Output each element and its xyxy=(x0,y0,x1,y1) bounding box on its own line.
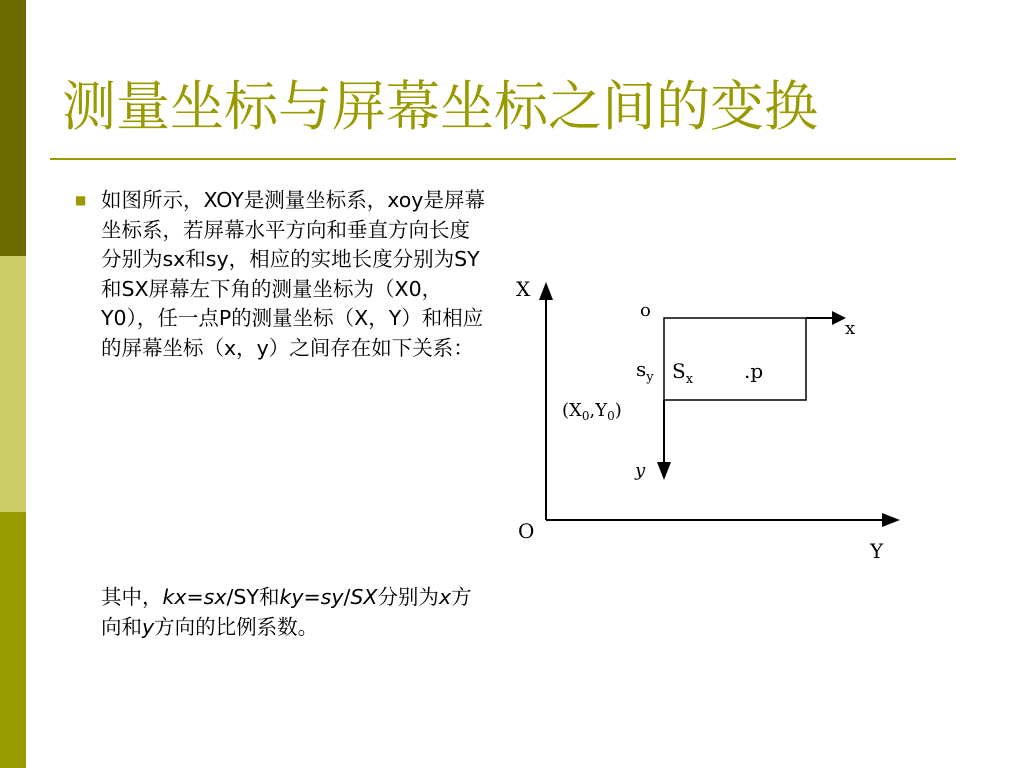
X-axis-arrow-icon xyxy=(539,282,553,300)
p2-slash: / xyxy=(343,585,351,609)
label-Y: Y xyxy=(870,539,884,563)
p2-y: y xyxy=(142,614,155,639)
p2-respectively: 分别为 xyxy=(377,585,439,609)
title-divider xyxy=(50,158,956,160)
paragraph-1-text: 如图所示，XOY是测量坐标系，xoy是屏幕坐标系，若屏幕水平方向和垂直方向长度分别为sx和sy，相应的实地长度分别为SY和SX屏幕左下角的测量坐标为（X0，Y0），任一点P的测量坐标（X，Y）和相应的屏幕坐标（x，y）之间存在如下关系： xyxy=(101,188,485,360)
p2-x: x xyxy=(438,585,452,609)
p2-SX: SX xyxy=(350,585,378,609)
label-O: O xyxy=(518,519,535,543)
p2-kx: kx=sx xyxy=(162,585,227,609)
p2-direction-and: 方向和 xyxy=(101,585,472,639)
paragraph-2 xyxy=(101,583,486,642)
p2-ky: ky=sy xyxy=(279,585,344,609)
x-axis-arrow-icon xyxy=(832,311,846,325)
text-block xyxy=(75,186,485,364)
bullet-square-icon: ■ xyxy=(75,193,87,207)
label-S-x: $S_x$ xyxy=(672,359,694,387)
label-y: y xyxy=(635,460,646,481)
slide-title: 测量坐标与屏幕坐标之间的变换 xyxy=(62,75,818,138)
coordinate-diagram xyxy=(500,268,910,578)
label-corner-coordinates: $(X_0,Y_0)$ xyxy=(562,400,622,423)
label-x: x xyxy=(845,318,856,339)
label-X: X xyxy=(516,277,531,301)
decor-bar-top xyxy=(0,0,26,256)
y-axis-arrow-icon xyxy=(657,462,671,480)
decor-bar-middle xyxy=(0,256,26,512)
p2-intro: 其中， xyxy=(101,585,163,609)
label-s-y: $s_y$ xyxy=(636,357,654,385)
p2-ratio: 方向的比例系数。 xyxy=(154,614,319,639)
label-o: o xyxy=(640,300,651,321)
paragraph-1 xyxy=(75,186,485,364)
label-point-p: .p xyxy=(744,359,764,383)
Y-axis-arrow-icon xyxy=(882,513,900,527)
decor-bar-bottom xyxy=(0,512,26,768)
p2-sy-and: /SY和 xyxy=(226,585,280,609)
